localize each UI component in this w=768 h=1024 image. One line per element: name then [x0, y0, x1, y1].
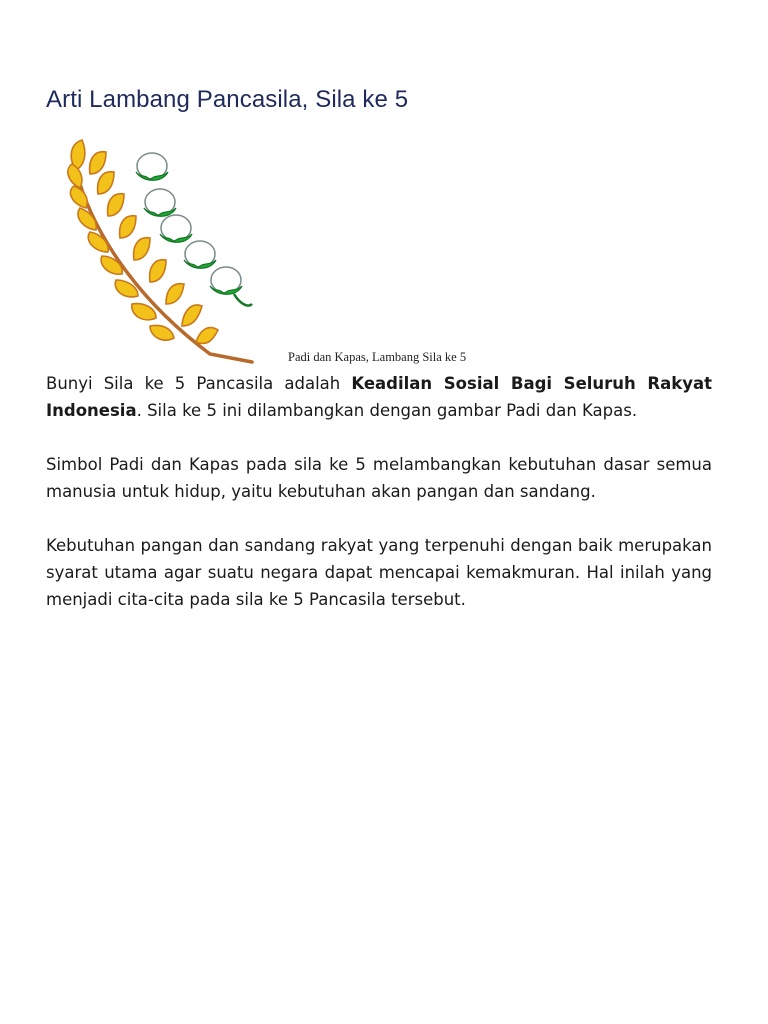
padi-kapas-image — [62, 136, 272, 364]
page-title: Arti Lambang Pancasila, Sila ke 5 — [46, 86, 409, 113]
paragraph-3: Kebutuhan pangan dan sandang rakyat yang terpenuhi dengan baik merupakan syarat utama agar suatu negara dapat mencapai kemakmuran. Hal inilah yang menjadi cita-cita pada sila ke 5 Pancasila tersebut. — [46, 536, 712, 609]
padi-kapas-emblem-icon — [62, 136, 272, 364]
paragraph-1-rest: . Sila ke 5 ini dilambangkan dengan gambar Padi dan Kapas. — [136, 401, 638, 420]
paragraph-1-intro: Bunyi Sila ke 5 Pancasila adalah — [46, 374, 352, 393]
image-caption: Padi dan Kapas, Lambang Sila ke 5 — [288, 350, 467, 364]
paragraph-1 — [46, 370, 712, 424]
sila-5-text: Keadilan Sosial Bagi Seluruh Rakyat Indonesia — [46, 374, 712, 420]
paragraph-2: Simbol Padi dan Kapas pada sila ke 5 melambangkan kebutuhan dasar semua manusia untuk hidup, yaitu kebutuhan akan pangan dan sandang. — [46, 455, 712, 501]
